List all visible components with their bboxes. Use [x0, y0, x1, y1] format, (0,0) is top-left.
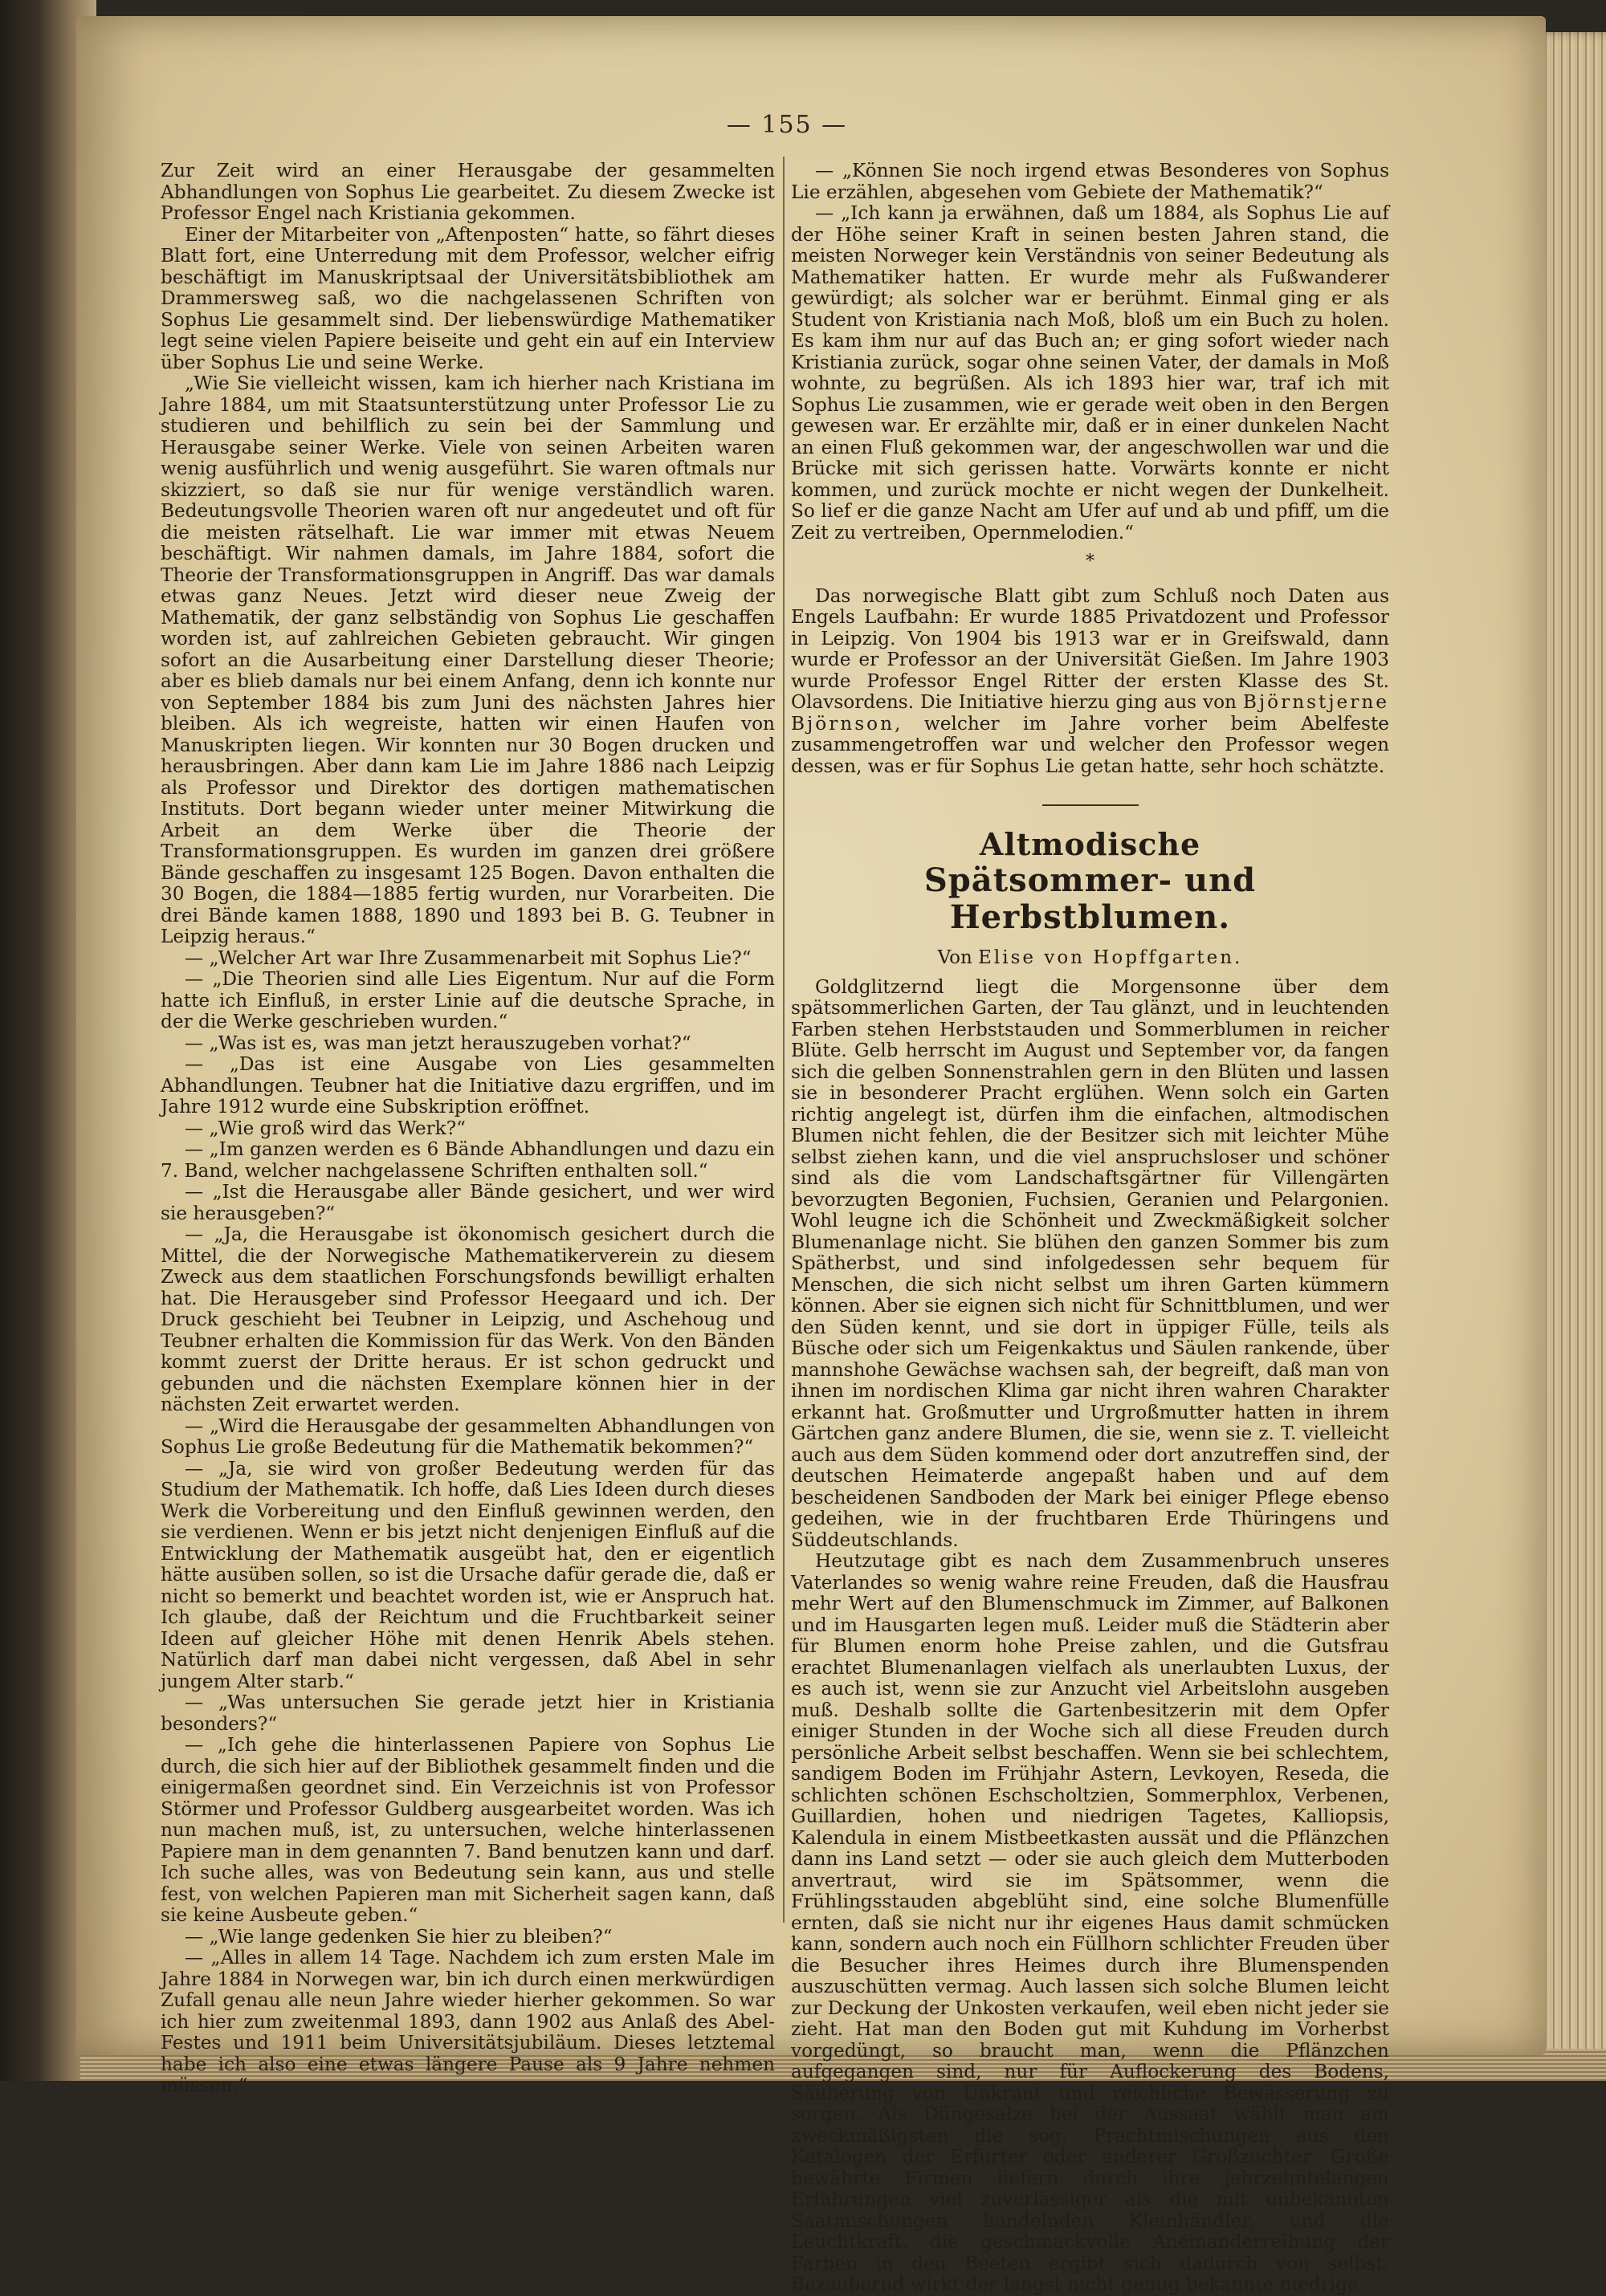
paragraph: — „Ja, sie wird von großer Bedeutung werden für das Studium der Mathematik. Ich hoffe, daß Lies Ideen durch dieses Werk die Vorbereitung und den Einfluß gewinnen werden, den sie verdienen. Wenn er bis jetzt nicht denjenigen Einfluß auf die Entwicklung der Mathematik ausgeübt hat, den er eigentlich hätte ausüben sollen, so ist die Ursache dafür gerade die, daß er nicht so bemerkt und beachtet worden ist, wie er Anspruch hat. Ich glaube, daß der Reichtum und die Fruchtbarkeit seiner Ideen auf gleicher Höhe mit denen Henrik Abels stehen. Natürlich darf man dabei nicht vergessen, daß Abel in sehr jungem Alter starb.“ [161, 1457, 775, 1692]
closing-text-end: , welcher im Jahre vorher beim Abelfeste zusammengetroffen war und welcher den Professor wegen dessen, was er für Sophus Lie getan hatte, sehr hoch schätzte. [791, 712, 1389, 777]
paragraph: — „Ich gehe die hinterlassenen Papiere von Sophus Lie durch, die sich hier auf der Bibliothek gesammelt finden und die einigermaßen geordnet sind. Ein Verzeichnis ist von Professor Störmer und Professor Guldberg ausgearbeitet worden. Was ich nun machen muß, ist, zu untersuchen, welche hinterlassenen Papiere man in dem genannten 7. Band benutzen kann und darf. Ich suche alles, was von Bedeutung sein kann, aus und stelle fest, von welchen Papieren man mit Sicherheit sagen kann, daß sie keine Ausbeute geben.“ [161, 1734, 775, 1926]
article-paragraph: Heutzutage gibt es nach dem Zusammenbruch unseres Vaterlandes so wenig wahre reine Freuden, daß die Hausfrau mehr Wert auf den Blumenschmuck im Zimmer, auf Balkonen und im Hausgarten legen muß. Leider muß die Städterin aber für Blumen enorm hohe Preise zahlen, und die Gutsfrau erachtet Blumenanlagen vielfach als unerlaubten Luxus, der es auch ist, wenn sie zur Anzucht viel Arbeitslohn ausgeben muß. Deshalb sollte die Gartenbesitzerin mit dem Opfer einiger Stunden in der Woche sich all diese Freuden durch persönliche Arbeit selbst beschaffen. Wenn sie bei schlechtem, sandigem Boden im Frühjahr Astern, Levkoyen, Reseda, die schlichten schönen Eschscholtzien, Sommerphlox, Verbenen, Guillardien, hohen und niedrigen Tagetes, Kalliopsis, Kalendula in einem Mistbeetkasten aussät und die Pflänzchen dann ins Land setzt — oder sie auch gleich dem Mutterboden anvertraut, wird sie im Spätsommer, wenn die Frühlingsstauden abgeblüht sind, eine solche Blumenfülle ernten, daß sie nicht nur ihr eigenes Haus damit schmücken kann, sondern auch noch ein Füllhorn schlichter Freuden über die Besucher ihres Heimes durch ihre Blumenspenden auszuschütten vermag. Auch lassen sich solche Blumen leicht zur Deckung der Unkosten verkaufen, weil eben nicht jeder sie zieht. Hat man den Boden gut mit Kuhdung im Vorherbst vorgedüngt, so braucht man, wenn die Pflänzchen aufgegangen sind, nur für Auflockerung des Bodens, Säuberung von Unkraut und reichliche Bewässerung zu sorgen. Als Düngesalze bei der Aussaat wählt man am zweckmäßigsten die sog. Prachtmischungen aus den Katalogen der Erfurter oder anderer Großzüchter. Große bewährte Firmen liefern durch ihre jahrzehntelangen Erfahrungen viel zuverlässiger als die mit unbekannten Saatmischungen handelnden Kleinhändler, und die Leuchtkraft, die geschmackvolle Aneinanderreihung der Farben in den Beeten ergibt sich dadurch von selbst. Bezaubernd wirkt der längst nicht genug bekannte niedrige [791, 1550, 1389, 2295]
page-number: — 155 — [726, 111, 848, 139]
paragraph: — „Wie groß wird das Werk?“ [185, 1117, 467, 1139]
paragraph: — „Ich kann ja erwähnen, daß um 1884, als Sophus Lie auf der Höhe seiner Kraft in seinen besten Jahren stand, die meisten Norweger kein Verständnis von seiner Bedeutung als Mathematiker hatten. Er wurde mehr als Fußwanderer gewürdigt; als solcher war er berühmt. Einmal ging er als Student von Kristiania nach Moß, bloß um ein Buch zu holen. Es kam ihm nur auf das Buch an; er ging sofort wieder nach Kristiania zurück, sogar ohne seinen Vater, der damals in Moß wohnte, zu begrüßen. Als ich 1893 hier war, traf ich mit Sophus Lie zusammen, wie er gerade weit oben in den Bergen gewesen war. Er erzählte mir, daß er in einer dunkelen Nacht an einen Fluß gekommen war, der angeschwollen war und die Brücke mit sich gerissen hatte. Vorwärts konnte er nicht kommen, und zurück mochte er nicht wegen der Dunkelheit. So lief er die ganze Nacht am Ufer auf und ab und pfiff, um die Zeit zu vertreiben, Opernmelodien.“ [791, 202, 1389, 543]
column-divider [783, 157, 785, 1923]
paragraph: — „Was ist es, was man jetzt herauszugeben vorhat?“ [185, 1032, 691, 1054]
paragraph: Einer der Mitarbeiter von „Aftenposten“ hatte, so fährt dieses Blatt fort, eine Unterredung mit dem Professor, welcher eifrig beschäftigt im Manuskriptsaal der Universitätsbibliothek am Drammersweg saß, wo die nachgelassenen Schriften von Sophus Lie gesammelt sind. Der liebenswürdige Mathematiker legt seine vielen Papiere beiseite und geht ein auf ein Interview über Sophus Lie und seine Werke. [161, 223, 775, 373]
closing-text-start: Das norwegische Blatt gibt zum Schluß noch Daten aus Engels Laufbahn: Er wurde 1885 Privatdozent und Professor in Leipzig. Von 1904 bis 1913 war er in Greifswald, dann wurde er Professor an der Universität Gießen. Im Jahre 1903 wurde Professor Engel Ritter der ersten Klasse des St. Olavsordens. Die Initiative hierzu ging aus von [791, 584, 1389, 713]
paragraph: — „Die Theorien sind alle Lies Eigentum. Nur auf die Form hatte ich Einfluß, in erster Linie auf die deutsche Sprache, in der die Werke geschrieben wurden.“ [161, 968, 775, 1032]
byline-author: Elise von Hopffgarten. [978, 947, 1243, 968]
closing-paragraph [791, 586, 1389, 778]
paragraph: — „Wie lange gedenken Sie hier zu bleiben?“ [185, 1925, 613, 1948]
right-column [791, 161, 1389, 2296]
paragraph: Zur Zeit wird an einer Herausgabe der gesammelten Abhandlungen von Sophus Lie gearbeitet. Zu diesem Zwecke ist Professor Engel nach Kristiania gekommen. [161, 160, 775, 224]
section-divider-line [1042, 804, 1139, 806]
paragraph: „Wie Sie vielleicht wissen, kam ich hierher nach Kristiana im Jahre 1884, um mit Staatsunterstützung unter Professor Lie zu studieren und behilflich zu sein bei der Sammlung und Herausgabe seiner Werke. Viele von seinen Arbeiten waren wenig ausführlich und wenig ausgeführt. Sie waren oftmals nur skizziert, so daß sie nur für wenige verständlich waren. Bedeutungsvolle Theorien waren oft nur angedeutet und oft für die meisten rätselhaft. Lie war immer mit etwas Neuem beschäftigt. Wir nahmen damals, im Jahre 1884, sofort die Theorie der Transformationsgruppen in Angriff. Das war damals etwas ganz Neues. Jetzt wird dieser neue Zweig der Mathematik, der ganz selbständig von Sophus Lie geschaffen worden ist, auf zahlreichen Gebieten gebraucht. Wir gingen sofort an die Ausarbeitung einer Darstellung dieser Theorie; aber es blieb damals nur bei einem Anfang, denn ich konnte nur von September 1884 bis zum Juni des nächsten Jahres hier bleiben. Als ich wegreiste, hatten wir einen Haufen von Manuskripten liegen. Wir konnten nur 30 Bogen drucken und herausbringen. Aber dann kam Lie im Jahre 1886 nach Leipzig als Professor und Direktor des dortigen mathematischen Instituts. Dort begann wieder unter meiner Mitwirkung die Arbeit an dem Werke über die Theorie der Transformationsgruppen. Es wurden im ganzen drei größere Bände geschaffen zu insgesamt 125 Bogen. Davon enthalten die 30 Bogen, die 1884—1885 fertig wurden, nur Vorarbeiten. Die drei Bände kamen 1888, 1890 und 1893 bei B. G. Teubner in Leipzig heraus.“ [161, 372, 775, 947]
paragraph: — „Ist die Herausgabe aller Bände gesichert, und wer wird sie herausgeben?“ [161, 1181, 775, 1224]
paragraph: — „Was untersuchen Sie gerade jetzt hier in Kristiania besonders?“ [161, 1691, 775, 1735]
left-column [161, 161, 775, 2097]
paragraph: — „Das ist eine Ausgabe von Lies gesammelten Abhandlungen. Teubner hat die Initiative dazu ergriffen, und im Jahre 1912 wurde eine Subskription eröffnet. [161, 1053, 775, 1117]
article-byline [791, 947, 1389, 969]
article-paragraph: Goldglitzernd liegt die Morgensonne über dem spätsommerlichen Garten, der Tau glänzt, und in leuchtenden Farben stehen Herbststauden und Sommerblumen in reicher Blüte. Gelb herrscht im August und September vor, da fangen sich die gelben Sonnenstrahlen gern in den Blüten und lassen sie in besonderer Pracht erglühen. Wenn solch ein Garten richtig angelegt ist, dürfen ihm die einfachen, altmodischen Blumen nicht fehlen, die der Besitzer sich mit leichter Mühe selbst ziehen kann, und die viel anspruchsloser und schöner sind als die vom Landschaftsgärtner für Villengärten bevorzugten Begonien, Fuchsien, Geranien und Pelargonien. Wohl leugne ich die Schönheit und Zweckmäßigkeit solcher Blumenanlage nicht. Sie blühen den ganzen Sommer bis zum Spätherbst, und sind infolgedessen sehr bequem für Menschen, die sich nicht selbst um ihren Garten kümmern können. Aber sie eignen sich nicht für Schnittblumen, und wer den Süden kennt, und sie dort in üppiger Fülle, teils als Büsche oder sich um Feigenkaktus und Säulen rankende, über mannshohe Gewächse wachsen sah, der begreift, daß man von ihnen im nordischen Klima gar nicht ihren wahren Charakter erkannt hat. Großmutter und Urgroßmutter hatten in ihrem Gärtchen ganz andere Blumen, die sie, wenn sie z. T. vielleicht auch aus dem Süden kommend oder dort anzutreffen sind, der deutschen Heimaterde angepaßt haben und auf dem bescheidenen Sandboden der Mark bei einiger Pflege ebenso gedeihen, wie in der fruchtbaren Erde Thüringens und Süddeutschlands. [791, 975, 1389, 1551]
paragraph: — „Können Sie noch irgend etwas Besonderes von Sophus Lie erzählen, abgesehen vom Gebiete der Mathematik?“ [791, 160, 1389, 203]
paragraph: — „Ja, die Herausgabe ist ökonomisch gesichert durch die Mittel, die der Norwegische Mathematikerverein zu diesem Zweck aus dem staatlichen Forschungsfonds bewilligt erhalten hat. Die Herausgeber sind Professor Heegaard und ich. Der Druck geschieht bei Teubner in Leipzig, und Aschehoug und Teubner erhalten die Kommission für das Werk. Von den Bänden kommt zuerst der Dritte heraus. Er ist schon gedruckt und gebunden und die nächsten Exemplare können hier in der nächsten Zeit erwartet werden. [161, 1223, 775, 1415]
section-separator-star: * [1086, 552, 1094, 572]
article-title: Altmodische [979, 826, 1201, 862]
paragraph: — „Welcher Art war Ihre Zusammenarbeit mit Sophus Lie?“ [185, 946, 752, 969]
article-subtitle: Spätsommer- und Herbstblumen. [923, 861, 1257, 936]
byline-prefix: Von [937, 947, 972, 968]
paragraph: — „Im ganzen werden es 6 Bände Abhandlungen und dazu ein 7. Band, welcher nachgelassene Schriften enthalten soll.“ [161, 1138, 775, 1182]
paragraph: — „Wird die Herausgabe der gesammelten Abhandlungen von Sophus Lie große Bedeutung für die Mathematik bekommen?“ [161, 1415, 775, 1458]
closing-text-name: Björnstjerne Björnson [791, 691, 1389, 735]
paragraph: — „Alles in allem 14 Tage. Nachdem ich zum ersten Male im Jahre 1884 in Norwegen war, bin ich durch einen merkwürdigen Zufall genau alle neun Jahre wieder hierher gekommen. So war ich hier zum zweitenmal 1893, dann 1902 aus Anlaß des Abel-Festes und 1911 beim Universitätsjubiläum. Dieses letztemal habe ich also eine etwas längere Pause als 9 Jahre nehmen müssen.“ [161, 1947, 775, 2096]
